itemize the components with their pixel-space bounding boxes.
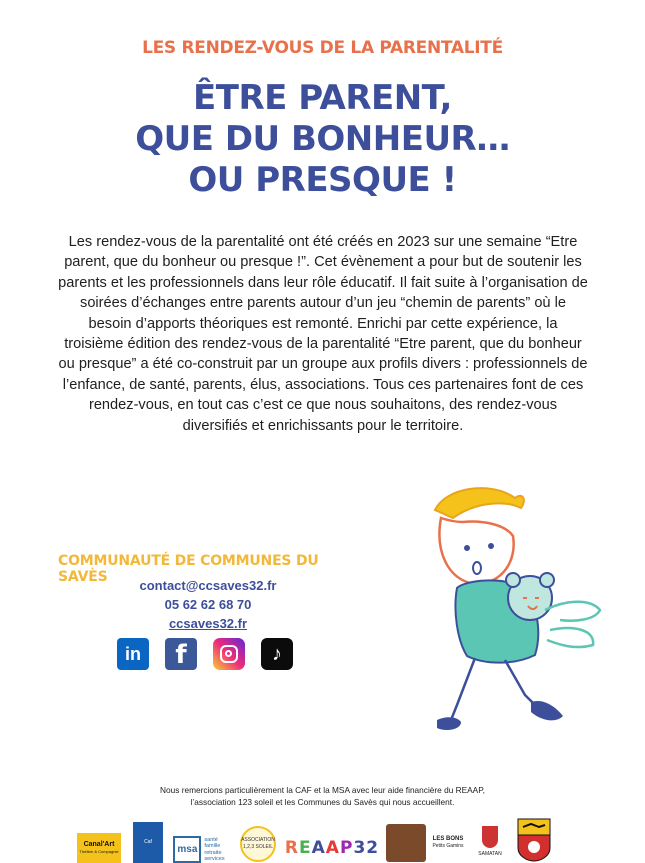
samatan-label: SAMATAN: [478, 851, 502, 857]
castle-logo: [386, 824, 426, 862]
phone-number: 05 62 62 68 70: [164, 597, 252, 612]
title-line: OU PRESQUE !: [188, 160, 457, 200]
les-bons-logo: [431, 824, 465, 862]
msa-line: famille: [204, 843, 221, 849]
instagram-icon[interactable]: [213, 638, 245, 670]
reaap-letter: A: [325, 837, 340, 858]
caf-label: Caf: [144, 839, 152, 845]
saves-coat-of-arms-logo: [517, 818, 551, 862]
right-shoe: [531, 701, 563, 720]
email-link[interactable]: contact@ccsaves32.fr: [139, 578, 277, 593]
instagram-glyph: [220, 645, 238, 663]
reaap-logo: [286, 836, 378, 860]
caf-logo: [133, 822, 163, 863]
hair: [435, 488, 524, 518]
child-with-teddy-illustration: [395, 480, 610, 750]
kicker-title: LES RENDEZ-VOUS DE LA PARENTALITÉ: [142, 38, 503, 58]
reaap-letter: E: [299, 837, 312, 858]
right-leg: [505, 660, 535, 705]
msa-logo: [168, 836, 230, 863]
linkedin-icon[interactable]: in: [117, 638, 149, 670]
acknowledgement-line: l’association 123 soleil et les Communes du Savès qui nous accueillent.: [190, 797, 455, 807]
canal-art-logo: [77, 833, 121, 863]
title-line: QUE DU BONHEUR…: [135, 119, 510, 159]
msa-line: santé: [204, 836, 218, 843]
les-bons-subtitle: Petits Gamins: [432, 843, 464, 849]
reaap-letter: 32: [353, 837, 380, 858]
left-shoe: [437, 717, 461, 730]
intro-paragraph: Les rendez-vous de la parentalité ont été créés en 2023 sur une semaine “Etre parent, que du bonheur ou presque !”. Cet évènement a pour but de soutenir les parents et les professionnels dans leur rôle éducatif. Il fait suite à l’organisation de soirées d’échanges entre parents autour d’un jeu “chemin de parents” où le besoin d’apports théoriques est remonté. Enrichi par cette expérience, la troisième édition des rendez-vous de la parentalité “Etre parent, que du bonheur ou presque” a été co-construit par un groupe aux profils divers : professionnels de l’enfance, de santé, parents, élus, associations. Tous ces partenaires font de ces rendez-vous, en tout cas c’est ce que nous souhaitons, des rendez-vous diversifiés et enrichissants pour le territoire.: [58, 234, 588, 434]
association-123-label: ASSOCIATION 1,2,3 SOLEIL: [241, 837, 275, 850]
left-leg: [451, 658, 475, 720]
organization-name: COMMUNAUTÉ DE COMMUNES DU SAVÈS: [58, 553, 319, 585]
msa-line: retraite: [204, 849, 222, 856]
les-bons-name: LES BONS: [432, 836, 464, 842]
tiktok-icon[interactable]: ♪: [261, 638, 293, 670]
reaap-letter: A: [311, 837, 326, 858]
association-123-soleil-logo: [240, 826, 276, 862]
right-eye: [488, 543, 494, 549]
canal-art-subtitle: Théâtre & Compagnie: [79, 849, 119, 854]
reaap-letter: R: [284, 837, 299, 858]
canal-art-name: Canal'Art: [83, 841, 115, 848]
teddy-ear-right: [540, 573, 554, 587]
left-eye: [464, 545, 470, 551]
motion-lines: [545, 602, 600, 647]
reaap-letter: P: [339, 837, 354, 858]
mouth: [473, 562, 481, 574]
samatan-logo: [470, 822, 510, 862]
title-line: ÊTRE PARENT,: [193, 78, 452, 118]
facebook-icon[interactable]: f: [165, 638, 197, 670]
acknowledgement-line: Nous remercions particulièrement la CAF et la MSA avec leur aide financière du REAAP,: [160, 785, 485, 795]
website-link[interactable]: ccsaves32.fr: [168, 616, 248, 631]
acknowledgements: [60, 784, 585, 808]
teddy-ear-left: [506, 573, 520, 587]
msa-tagline: [204, 837, 224, 863]
main-title: [0, 78, 645, 201]
msa-line: services: [204, 856, 225, 862]
msa-box: msa: [173, 836, 201, 863]
samatan-shield-icon: [482, 826, 498, 848]
partner-logos: [0, 818, 645, 863]
